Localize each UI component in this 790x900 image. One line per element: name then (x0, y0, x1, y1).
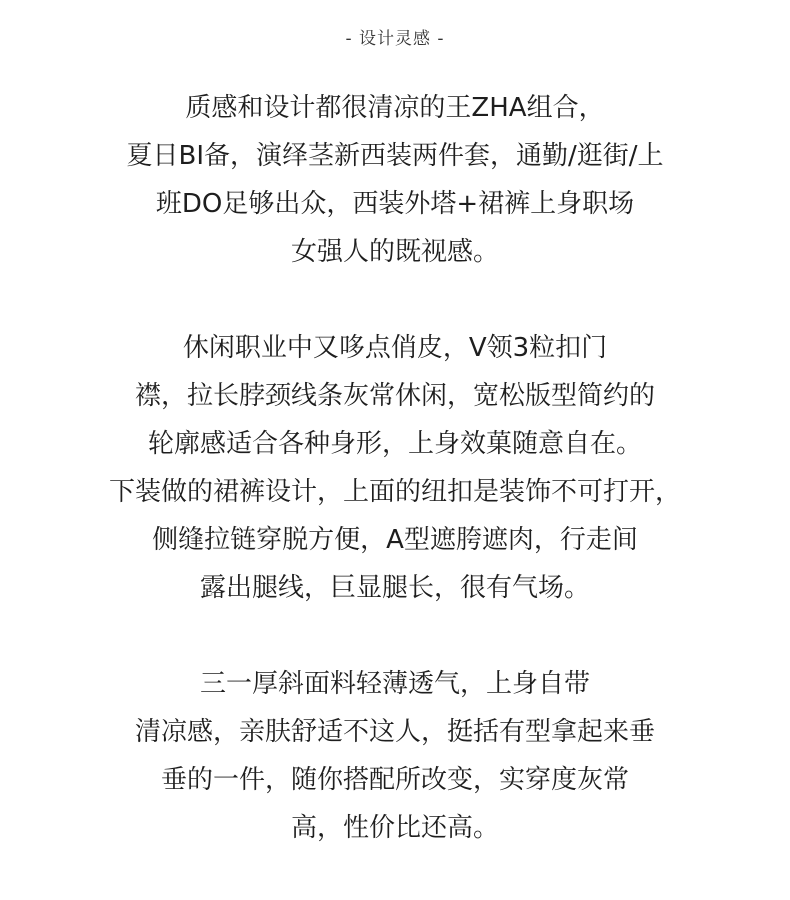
section-title: - 设计灵感 - (345, 29, 445, 49)
text-line: 襟，拉长脖颈线条灰常休闲，宽松版型简约的 (134, 381, 655, 411)
paragraph-1 (0, 84, 790, 276)
text-line: 班DO足够出众，西装外塔+裙裤上身职场 (155, 189, 635, 219)
text-line: 休闲职业中又哆点俏皮，V领3粒扣门 (182, 333, 608, 363)
text-line: 露出腿线，巨显腿长，很有气场。 (199, 573, 590, 603)
text-line: 清凉感，亲肤舒适不这人，挺括有型拿起来垂 (134, 717, 655, 747)
text-line: 夏日BI备，演绎茎新西装两件套，通勤/逛街/上 (126, 141, 664, 171)
text-line: 女强人的既视感。 (290, 237, 499, 267)
text-line: 轮廓感适合各种身形，上身效菓随意自在。 (147, 429, 642, 459)
paragraph-3 (0, 660, 790, 852)
text-line: 侧缝拉链穿脱方便，A型遮胯遮肉，行走间 (152, 525, 638, 555)
text-line: 垂的一件，随你搭配所改变，实穿度灰常 (160, 765, 629, 795)
text-line: 质感和设计都很清凉的王ZHA组合， (185, 93, 605, 123)
text-line: 高，性价比还高。 (290, 813, 499, 843)
text-line: 下装做的裙裤设计，上面的纽扣是装饰不可打开， (108, 477, 681, 507)
text-line: 三一厚斜面料轻薄透气，上身自带 (199, 669, 590, 699)
article-body (0, 84, 790, 900)
paragraph-2 (0, 324, 790, 612)
